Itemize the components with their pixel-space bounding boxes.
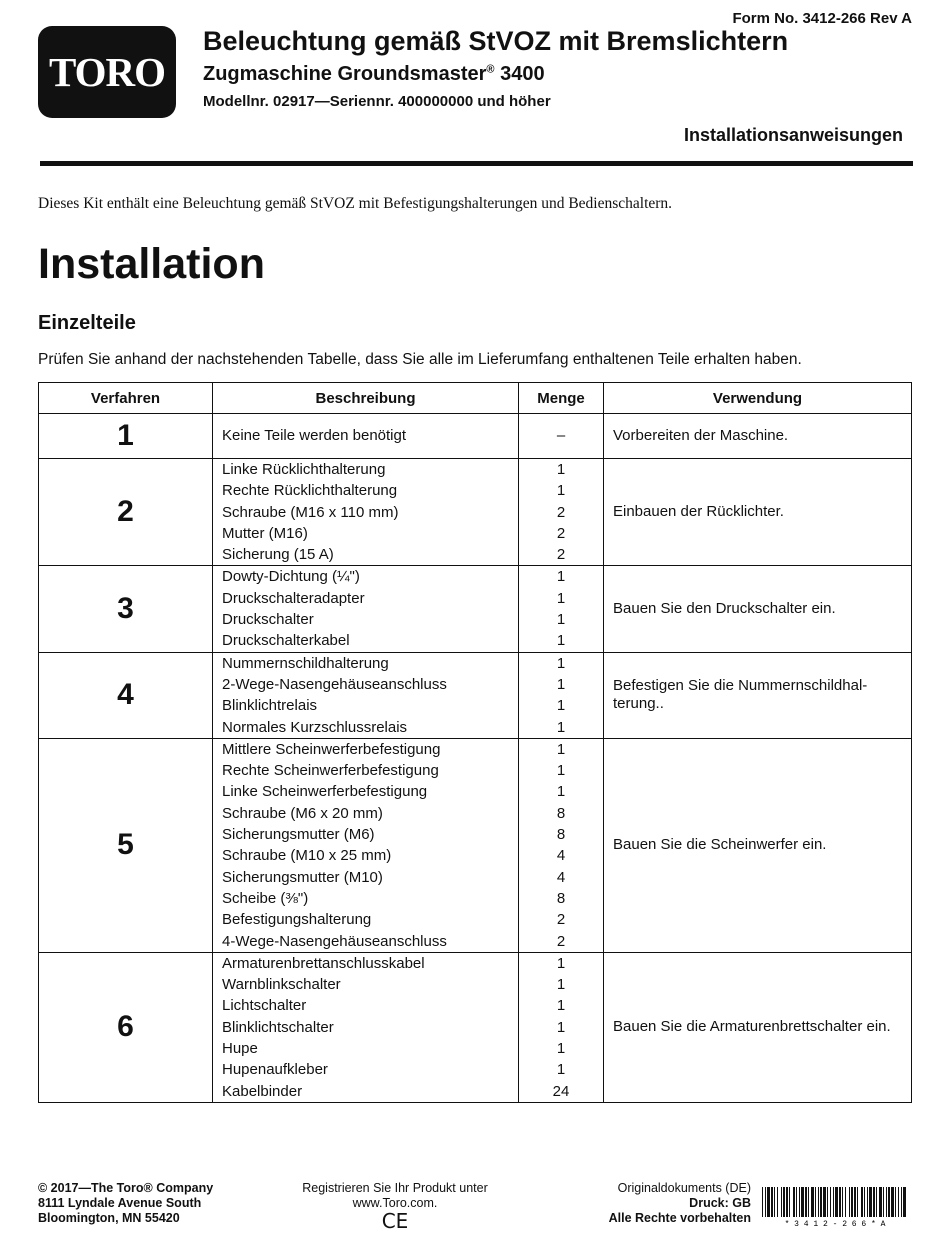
usage-cell: Einbauen der Rücklichter. (604, 459, 912, 566)
header-verfahren: Verfahren (39, 383, 213, 414)
barcode-bar (830, 1187, 831, 1217)
barcode-bar (867, 1187, 868, 1217)
barcode-bar (891, 1187, 894, 1217)
part-description: Schraube (M10 x 25 mm) (222, 847, 392, 865)
part-description: Keine Teile werden benötigt (222, 427, 407, 445)
part-description: Blinklichtrelais (222, 697, 318, 715)
part-description: Schraube (M16 x 110 mm) (222, 503, 399, 521)
barcode-bar (895, 1187, 896, 1217)
barcode-bar (833, 1187, 834, 1217)
part-description: Scheibe (⅜") (222, 889, 309, 907)
part-description: Nummernschildhalterung (222, 654, 389, 672)
part-description: Armaturenbrettanschlusskabel (222, 954, 425, 972)
section-heading: Installation (38, 240, 265, 288)
step-number: 1 (39, 414, 213, 459)
part-description: Sicherungsmutter (M6) (222, 826, 375, 844)
barcode-bar (777, 1187, 778, 1217)
part-description: Befestigungshalterung (222, 911, 372, 929)
part-description: 4-Wege-Nasengehäuseanschluss (222, 932, 447, 950)
quantity-cell (519, 414, 604, 459)
quantity-cell (519, 459, 604, 566)
part-quantity: 1 (556, 697, 566, 715)
header-menge: Menge (519, 383, 604, 414)
step-number: 4 (39, 652, 213, 738)
form-number: Form No. 3412-266 Rev A (732, 10, 912, 27)
description-cell (213, 652, 519, 738)
part-quantity: 4 (556, 868, 566, 886)
part-quantity: 1 (556, 740, 566, 758)
barcode-bar (849, 1187, 850, 1217)
part-quantity: 1 (556, 482, 566, 500)
part-quantity: 1 (556, 762, 566, 780)
part-quantity: 2 (556, 932, 566, 950)
description-cell (213, 566, 519, 652)
part-description: Normales Kurzschlussrelais (222, 718, 408, 736)
part-quantity: 1 (556, 568, 566, 586)
usage-cell: Bauen Sie den Druckschalter ein. (604, 566, 912, 652)
part-quantity: 1 (556, 675, 566, 693)
footer-right-line: Originaldokuments (DE) (617, 1181, 751, 1195)
document-type: Installationsanweisungen (683, 125, 903, 145)
part-quantity: 8 (556, 804, 566, 822)
ce-mark-icon: CE (381, 1209, 409, 1233)
barcode-bar (876, 1187, 877, 1217)
part-quantity: 1 (556, 611, 566, 629)
part-quantity: 1 (556, 997, 566, 1015)
usage-cell: Bauen Sie die Armaturenbrettschalter ein. (604, 952, 912, 1102)
part-quantity: 1 (556, 1040, 566, 1058)
part-quantity: 1 (556, 1061, 566, 1079)
barcode-bar (767, 1187, 770, 1217)
barcode-bar (783, 1187, 785, 1217)
step-number: 3 (39, 566, 213, 652)
part-description: Mutter (M16) (222, 524, 308, 542)
footer-mid-line: Registrieren Sie Ihr Produkt unter (302, 1181, 488, 1195)
step-number: 2 (39, 459, 213, 566)
part-quantity: 1 (556, 976, 566, 994)
barcode-bar (793, 1187, 795, 1217)
part-description: Linke Scheinwerferbefestigung (222, 783, 428, 801)
header-verwendung: Verwendung (604, 383, 912, 414)
usage-cell: Vorbereiten der Maschine. (604, 414, 912, 459)
part-quantity: 8 (556, 826, 566, 844)
barcode-bar (857, 1187, 858, 1217)
barcode-bar (842, 1187, 843, 1217)
part-description: Kabelbinder (222, 1082, 303, 1100)
barcode-bar (801, 1187, 804, 1217)
part-quantity: 1 (556, 783, 566, 801)
part-quantity: 1 (556, 589, 566, 607)
part-quantity: 2 (556, 524, 566, 542)
barcode-icon (760, 1187, 910, 1227)
barcode-bar (820, 1187, 822, 1217)
table-body (39, 414, 912, 1103)
subsection-heading: Einzelteile (38, 312, 136, 334)
part-quantity: 1 (556, 461, 566, 478)
part-description: Dowty-Dichtung (¼") (222, 568, 360, 586)
part-description: 2-Wege-Nasengehäuseanschluss (222, 675, 447, 693)
part-quantity: 2 (556, 546, 566, 564)
barcode-bar (864, 1187, 865, 1217)
footer-right-line: Druck: GB (689, 1196, 751, 1210)
barcode-bar (873, 1187, 875, 1217)
barcode-bar (883, 1187, 884, 1217)
barcode-bar (901, 1187, 902, 1217)
usage-cell: Befestigen Sie die Nummernschildhalterung.. (604, 652, 912, 738)
usage-cell: Bauen Sie die Scheinwerfer ein. (604, 738, 912, 952)
quantity-cell (519, 952, 604, 1102)
footer-left-line: © 2017—The Toro® Company (38, 1181, 214, 1195)
part-description: Schraube (M6 x 20 mm) (222, 804, 383, 822)
barcode-bar (774, 1187, 775, 1217)
barcode-bar (823, 1187, 826, 1217)
part-quantity: 24 (552, 1082, 570, 1100)
barcode-bar (805, 1187, 807, 1217)
part-quantity: 2 (556, 503, 566, 521)
barcode-bar (839, 1187, 841, 1217)
table-row (39, 566, 912, 652)
footer-left-line: 8111 Lyndale Avenue South (38, 1196, 202, 1210)
part-quantity: 2 (556, 911, 566, 929)
lead-text: Prüfen Sie anhand der nachstehenden Tabelle, dass Sie alle im Lieferumfang enthaltenen Teile erhalten haben. (38, 351, 802, 368)
barcode-bar (854, 1187, 856, 1217)
barcode-bar (781, 1187, 782, 1217)
barcode-bar (808, 1187, 809, 1217)
barcode-bar (765, 1187, 766, 1217)
footer-right-line: Alle Rechte vorbehalten (608, 1211, 751, 1225)
part-description: Rechte Rücklichthalterung (222, 482, 398, 500)
subtitle-model: 3400 (494, 63, 545, 85)
quantity-cell (519, 738, 604, 952)
table-row (39, 738, 912, 952)
part-description: Mittlere Scheinwerferbefestigung (222, 740, 441, 758)
part-quantity: 1 (556, 1018, 566, 1036)
barcode-bar (879, 1187, 882, 1217)
table-row (39, 652, 912, 738)
barcode-bar (818, 1187, 819, 1217)
part-description: Warnblinkschalter (222, 976, 341, 994)
barcode-bar (869, 1187, 872, 1217)
part-quantity: 1 (556, 654, 566, 672)
footer-mid-line: www.Toro.com. (352, 1196, 438, 1210)
part-description: Linke Rücklichthalterung (222, 461, 386, 478)
part-quantity: 4 (556, 847, 566, 865)
header-beschreibung: Beschreibung (213, 383, 519, 414)
barcode-bar (888, 1187, 890, 1217)
part-quantity: 8 (556, 889, 566, 907)
barcode-bar (811, 1187, 814, 1217)
part-description: Druckschalteradapter (222, 589, 365, 607)
barcode-bar (799, 1187, 800, 1217)
part-description: Rechte Scheinwerferbefestigung (222, 762, 439, 780)
header-rule (40, 161, 913, 166)
document-title: Beleuchtung gemäß StVOZ mit Bremslichtern (203, 26, 789, 56)
table-row (39, 414, 912, 459)
table-row (39, 952, 912, 1102)
parts-table (38, 382, 912, 1103)
barcode-bar (886, 1187, 887, 1217)
part-quantity: 1 (556, 718, 566, 736)
part-description: Hupenaufkleber (222, 1061, 328, 1079)
barcode-bar (903, 1187, 906, 1217)
part-description: Druckschalterkabel (222, 632, 350, 650)
subtitle-text: Zugmaschine Groundsmaster (203, 63, 487, 85)
footer-copyright (38, 1181, 213, 1226)
barcode-bar (851, 1187, 853, 1217)
quantity-cell (519, 566, 604, 652)
table-row (39, 459, 912, 566)
part-description: Sicherung (15 A) (222, 546, 334, 564)
toro-logo (38, 26, 176, 118)
barcode-bar (762, 1187, 763, 1217)
barcode-bar (898, 1187, 899, 1217)
part-description: Druckschalter (222, 611, 314, 629)
description-cell (213, 459, 519, 566)
part-description: Lichtschalter (222, 997, 307, 1015)
barcode-bar (796, 1187, 797, 1217)
description-cell (213, 738, 519, 952)
barcode-bar (861, 1187, 863, 1217)
part-quantity: 1 (556, 954, 566, 972)
description-cell (213, 952, 519, 1102)
table-header-row (39, 383, 912, 414)
model-serial-line: Modellnr. 02917—Seriennr. 400000000 und höher (203, 93, 551, 110)
barcode-bar (835, 1187, 838, 1217)
barcode-bar (815, 1187, 816, 1217)
footer-document-info (609, 1181, 751, 1226)
logo-text: TORO (49, 49, 165, 95)
document-subtitle (203, 63, 545, 86)
step-number: 6 (39, 952, 213, 1102)
barcode-text: * 3 4 1 2 - 2 6 6 * A (784, 1220, 886, 1227)
part-quantity: – (556, 427, 566, 445)
barcode-bar (789, 1187, 790, 1217)
registered-mark: ® (486, 63, 495, 76)
part-description: Hupe (222, 1040, 258, 1058)
footer-left-line: Bloomington, MN 55420 (38, 1211, 180, 1225)
barcode-bar (827, 1187, 828, 1217)
footer-register (295, 1181, 495, 1232)
description-cell (213, 414, 519, 459)
barcode-bar (845, 1187, 846, 1217)
part-quantity: 1 (556, 632, 566, 650)
quantity-cell (519, 652, 604, 738)
part-description: Sicherungsmutter (M10) (222, 868, 383, 886)
intro-text: Dieses Kit enthält eine Beleuchtung gemäß StVOZ mit Befestigungshalterungen und Bedienschaltern. (38, 195, 673, 212)
step-number: 5 (39, 738, 213, 952)
barcode-bar (786, 1187, 788, 1217)
barcode-bar (771, 1187, 773, 1217)
part-description: Blinklichtschalter (222, 1018, 334, 1036)
